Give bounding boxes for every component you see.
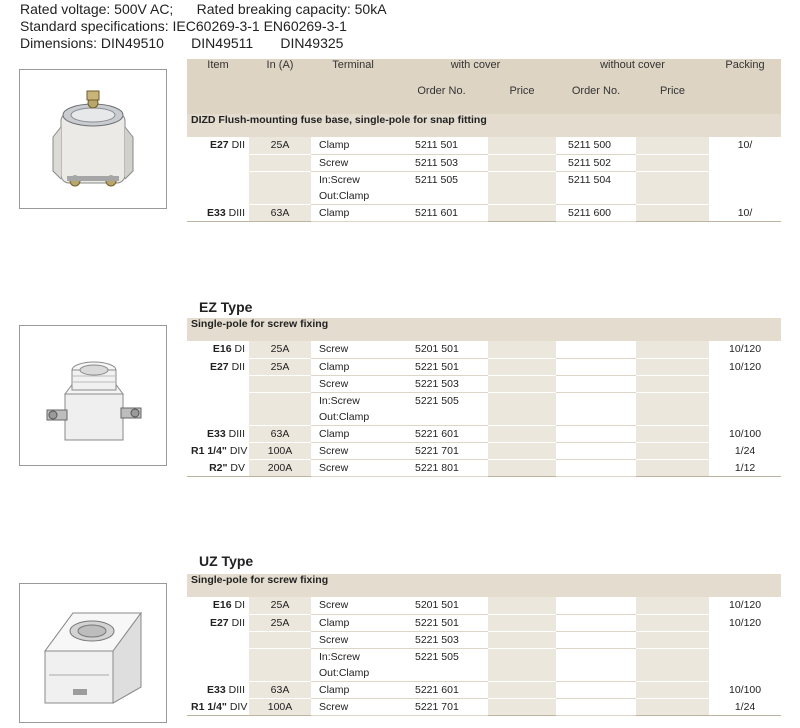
price-without-cover-cell [636, 375, 709, 392]
table-row [187, 681, 781, 698]
item-cell [187, 631, 249, 648]
dizd-table [187, 59, 781, 222]
order-no-without-cover-cell [556, 614, 636, 631]
price-without-cover-cell [636, 631, 709, 648]
item-cell [187, 681, 249, 698]
packing-cell: 10/120 [709, 614, 781, 631]
table-row [187, 698, 781, 715]
price-without-cover-cell [636, 341, 709, 358]
order-no-with-cover-cell: 5221 701 [395, 698, 488, 715]
rated-current-cell: 200A [249, 459, 311, 476]
order-no-without-cover-cell: 5211 502 [556, 154, 636, 171]
price-with-cover-cell [488, 631, 556, 648]
table-row [187, 392, 781, 425]
lamp-size: R2" [209, 461, 228, 474]
order-no-without-cover-cell [556, 597, 636, 614]
packing-cell [709, 648, 781, 681]
item-cell [187, 341, 249, 358]
price-with-cover-cell [488, 698, 556, 715]
table-row [187, 204, 781, 221]
lamp-size: E27 [209, 360, 229, 373]
item-cell [187, 698, 249, 715]
packing-cell: 10/100 [709, 681, 781, 698]
ez-subtitle: Single-pole for screw fixing [187, 318, 781, 341]
rated-current-cell: 25A [249, 614, 311, 631]
order-no-without-cover-cell [556, 459, 636, 476]
dimensions-line: Dimensions: DIN49510 DIN49511 DIN49325 [20, 35, 344, 51]
price-without-cover-cell [636, 597, 709, 614]
din-size: DIV [229, 444, 248, 457]
order-no-without-cover-cell [556, 648, 636, 681]
rated-current-cell [249, 631, 311, 648]
packing-cell [709, 375, 781, 392]
rated-current-cell: 25A [249, 597, 311, 614]
order-no-without-cover-cell [556, 698, 636, 715]
table-row [187, 648, 781, 681]
uz-rows [187, 597, 781, 715]
rated-current-cell [249, 648, 311, 681]
din-size: DII [231, 139, 245, 151]
table-row [187, 597, 781, 614]
price-with-cover-cell [488, 392, 556, 425]
rated-current-cell: 100A [249, 698, 311, 715]
dizd-rows [187, 137, 781, 221]
rated-current-cell: 25A [249, 341, 311, 358]
order-no-with-cover-cell: 5221 801 [395, 459, 488, 476]
price-with-cover-cell [488, 204, 556, 221]
item-cell [187, 358, 249, 375]
terminal-cell: Clamp [311, 358, 395, 375]
ez-rows [187, 341, 781, 476]
order-no-with-cover-cell: 5221 503 [395, 631, 488, 648]
din-size: DI [234, 599, 245, 611]
din-size: DII [231, 360, 245, 373]
table-row [187, 341, 781, 358]
terminal-cell: Clamp [311, 204, 395, 221]
table-row [187, 375, 781, 392]
rated-current-cell: 63A [249, 204, 311, 221]
packing-cell [709, 154, 781, 171]
in-column-header: In (A) [249, 59, 311, 114]
price-without-cover-cell [636, 358, 709, 375]
item-cell [187, 375, 249, 392]
din-size: DI [234, 343, 245, 355]
order-no-with-cover-cell: 5201 501 [395, 597, 488, 614]
price-with-cover-cell [488, 425, 556, 442]
rated-current-cell [249, 375, 311, 392]
item-cell [187, 137, 249, 154]
order-no-without-cover-cell [556, 425, 636, 442]
lamp-size: E27 [209, 139, 229, 151]
order-no-without-cover-cell [556, 681, 636, 698]
packing-cell: 10/ [709, 137, 781, 154]
order-no-without-cover-cell [556, 631, 636, 648]
table-row [187, 137, 781, 154]
price-without-cover-cell [636, 137, 709, 154]
price-without-cover-cell [636, 698, 709, 715]
terminal-cell: Screw [311, 341, 395, 358]
lamp-size: E27 [209, 616, 229, 629]
dizd-fuse-base-icon [33, 79, 153, 199]
lamp-size: R1 1/4" [191, 700, 227, 713]
packing-cell: 1/24 [709, 698, 781, 715]
order-no-with-cover-cell: 5201 501 [395, 341, 488, 358]
terminal-cell: In:Screw Out:Clamp [311, 392, 395, 425]
rated-current-cell: 25A [249, 137, 311, 154]
price-without-cover-cell [636, 171, 709, 204]
price-with-cover-cell [488, 154, 556, 171]
order-no-with-cover-cell: 5211 503 [395, 154, 488, 171]
price-with-cover-cell [488, 442, 556, 459]
with-cover-header: with cover [395, 59, 556, 85]
rated-current-cell: 100A [249, 442, 311, 459]
without-cover-header: without cover [556, 59, 709, 85]
price-without-cover-cell [636, 442, 709, 459]
price-without-cover-cell [636, 204, 709, 221]
rated-current-cell: 63A [249, 425, 311, 442]
lamp-size: R1 1/4" [191, 444, 227, 457]
dizd-subtitle: DIZD Flush-mounting fuse base, single-pole for snap fitting [187, 114, 781, 137]
table-row [187, 631, 781, 648]
price-without-cover-cell [636, 425, 709, 442]
packing-cell [709, 171, 781, 204]
price-header: Price [488, 85, 556, 114]
price-without-cover-cell [636, 392, 709, 425]
price-header: Price [636, 85, 709, 114]
ez-fuse-base-icon [29, 336, 157, 456]
order-no-with-cover-cell: 5221 505 [395, 648, 488, 681]
din-size: DIII [228, 206, 245, 219]
order-no-with-cover-cell: 5221 601 [395, 425, 488, 442]
price-without-cover-cell [636, 154, 709, 171]
item-cell [187, 597, 249, 614]
order-no-without-cover-cell [556, 442, 636, 459]
packing-cell: 10/100 [709, 425, 781, 442]
item-cell [187, 614, 249, 631]
item-cell [187, 154, 249, 171]
order-no-without-cover-cell: 5211 504 [556, 171, 636, 204]
lamp-size: E16 [212, 599, 232, 611]
price-with-cover-cell [488, 614, 556, 631]
din-size: DII [231, 616, 245, 629]
uz-table [187, 574, 781, 716]
uz-fuse-base-photo [19, 583, 167, 723]
terminal-cell: Screw [311, 631, 395, 648]
terminal-cell: Clamp [311, 681, 395, 698]
packing-cell: 1/24 [709, 442, 781, 459]
terminal-cell: Screw [311, 375, 395, 392]
ez-type-title: EZ Type [199, 299, 253, 315]
order-no-header: Order No. [556, 85, 636, 114]
price-without-cover-cell [636, 459, 709, 476]
terminal-cell: In:Screw Out:Clamp [311, 648, 395, 681]
item-cell [187, 459, 249, 476]
item-cell [187, 442, 249, 459]
price-with-cover-cell [488, 648, 556, 681]
order-no-with-cover-cell: 5211 505 [395, 171, 488, 204]
din-size: DV [230, 461, 245, 474]
packing-column-header: Packing [709, 59, 781, 114]
rated-current-cell: 25A [249, 358, 311, 375]
spec-header [20, 1, 387, 52]
price-with-cover-cell [488, 137, 556, 154]
terminal-cell: In:Screw Out:Clamp [311, 171, 395, 204]
order-no-with-cover-cell: 5211 601 [395, 204, 488, 221]
din-size: DIII [228, 683, 245, 696]
din-size: DIII [228, 427, 245, 440]
standard-specifications-line: Standard specifications: IEC60269-3-1 EN60269-3-1 [20, 18, 347, 34]
table-row [187, 171, 781, 204]
price-without-cover-cell [636, 681, 709, 698]
rated-voltage-line: Rated voltage: 500V AC; Rated breaking capacity: 50kA [20, 1, 387, 17]
packing-cell: 10/120 [709, 358, 781, 375]
item-cell [187, 204, 249, 221]
ez-table [187, 318, 781, 477]
item-cell [187, 171, 249, 204]
rated-current-cell [249, 392, 311, 425]
price-without-cover-cell [636, 648, 709, 681]
table-row [187, 442, 781, 459]
order-no-with-cover-cell: 5211 501 [395, 137, 488, 154]
rated-current-cell: 63A [249, 681, 311, 698]
uz-fuse-base-icon [29, 593, 157, 713]
order-no-without-cover-cell: 5211 500 [556, 137, 636, 154]
price-with-cover-cell [488, 358, 556, 375]
uz-subtitle: Single-pole for screw fixing [187, 574, 781, 597]
order-no-with-cover-cell: 5221 505 [395, 392, 488, 425]
price-without-cover-cell [636, 614, 709, 631]
packing-cell [709, 392, 781, 425]
packing-cell: 1/12 [709, 459, 781, 476]
packing-cell: 10/120 [709, 341, 781, 358]
packing-cell: 10/ [709, 204, 781, 221]
price-with-cover-cell [488, 597, 556, 614]
dizd-fuse-base-photo [19, 69, 167, 209]
ez-fuse-base-photo [19, 325, 167, 466]
price-with-cover-cell [488, 375, 556, 392]
order-no-header: Order No. [395, 85, 488, 114]
price-with-cover-cell [488, 171, 556, 204]
price-with-cover-cell [488, 459, 556, 476]
lamp-size: E16 [212, 343, 232, 355]
terminal-cell: Screw [311, 154, 395, 171]
terminal-cell: Screw [311, 597, 395, 614]
lamp-size: E33 [207, 206, 226, 219]
terminal-cell: Clamp [311, 137, 395, 154]
item-cell [187, 648, 249, 681]
rated-current-cell [249, 154, 311, 171]
order-no-with-cover-cell: 5221 503 [395, 375, 488, 392]
table-row [187, 425, 781, 442]
terminal-cell: Screw [311, 698, 395, 715]
lamp-size: E33 [207, 427, 226, 440]
terminal-cell: Screw [311, 459, 395, 476]
uz-type-title: UZ Type [199, 553, 254, 569]
terminal-cell: Screw [311, 442, 395, 459]
price-with-cover-cell [488, 681, 556, 698]
table-row [187, 358, 781, 375]
packing-cell: 10/120 [709, 597, 781, 614]
packing-cell [709, 631, 781, 648]
order-no-with-cover-cell: 5221 601 [395, 681, 488, 698]
order-no-without-cover-cell [556, 358, 636, 375]
terminal-cell: Clamp [311, 614, 395, 631]
lamp-size: E33 [207, 683, 226, 696]
rated-current-cell [249, 171, 311, 204]
item-column-header: Item [187, 59, 249, 114]
order-no-with-cover-cell: 5221 501 [395, 358, 488, 375]
item-cell [187, 392, 249, 425]
item-cell [187, 425, 249, 442]
table-row [187, 459, 781, 476]
terminal-column-header: Terminal [311, 59, 395, 114]
din-size: DIV [229, 700, 248, 713]
order-no-with-cover-cell: 5221 501 [395, 614, 488, 631]
order-no-without-cover-cell [556, 375, 636, 392]
section-subtitle-row [187, 318, 781, 341]
order-no-without-cover-cell: 5211 600 [556, 204, 636, 221]
price-with-cover-cell [488, 341, 556, 358]
order-no-without-cover-cell [556, 341, 636, 358]
table-row [187, 154, 781, 171]
section-subtitle-row [187, 114, 781, 137]
order-no-without-cover-cell [556, 392, 636, 425]
terminal-cell: Clamp [311, 425, 395, 442]
section-subtitle-row [187, 574, 781, 597]
order-no-with-cover-cell: 5221 701 [395, 442, 488, 459]
table-row [187, 614, 781, 631]
